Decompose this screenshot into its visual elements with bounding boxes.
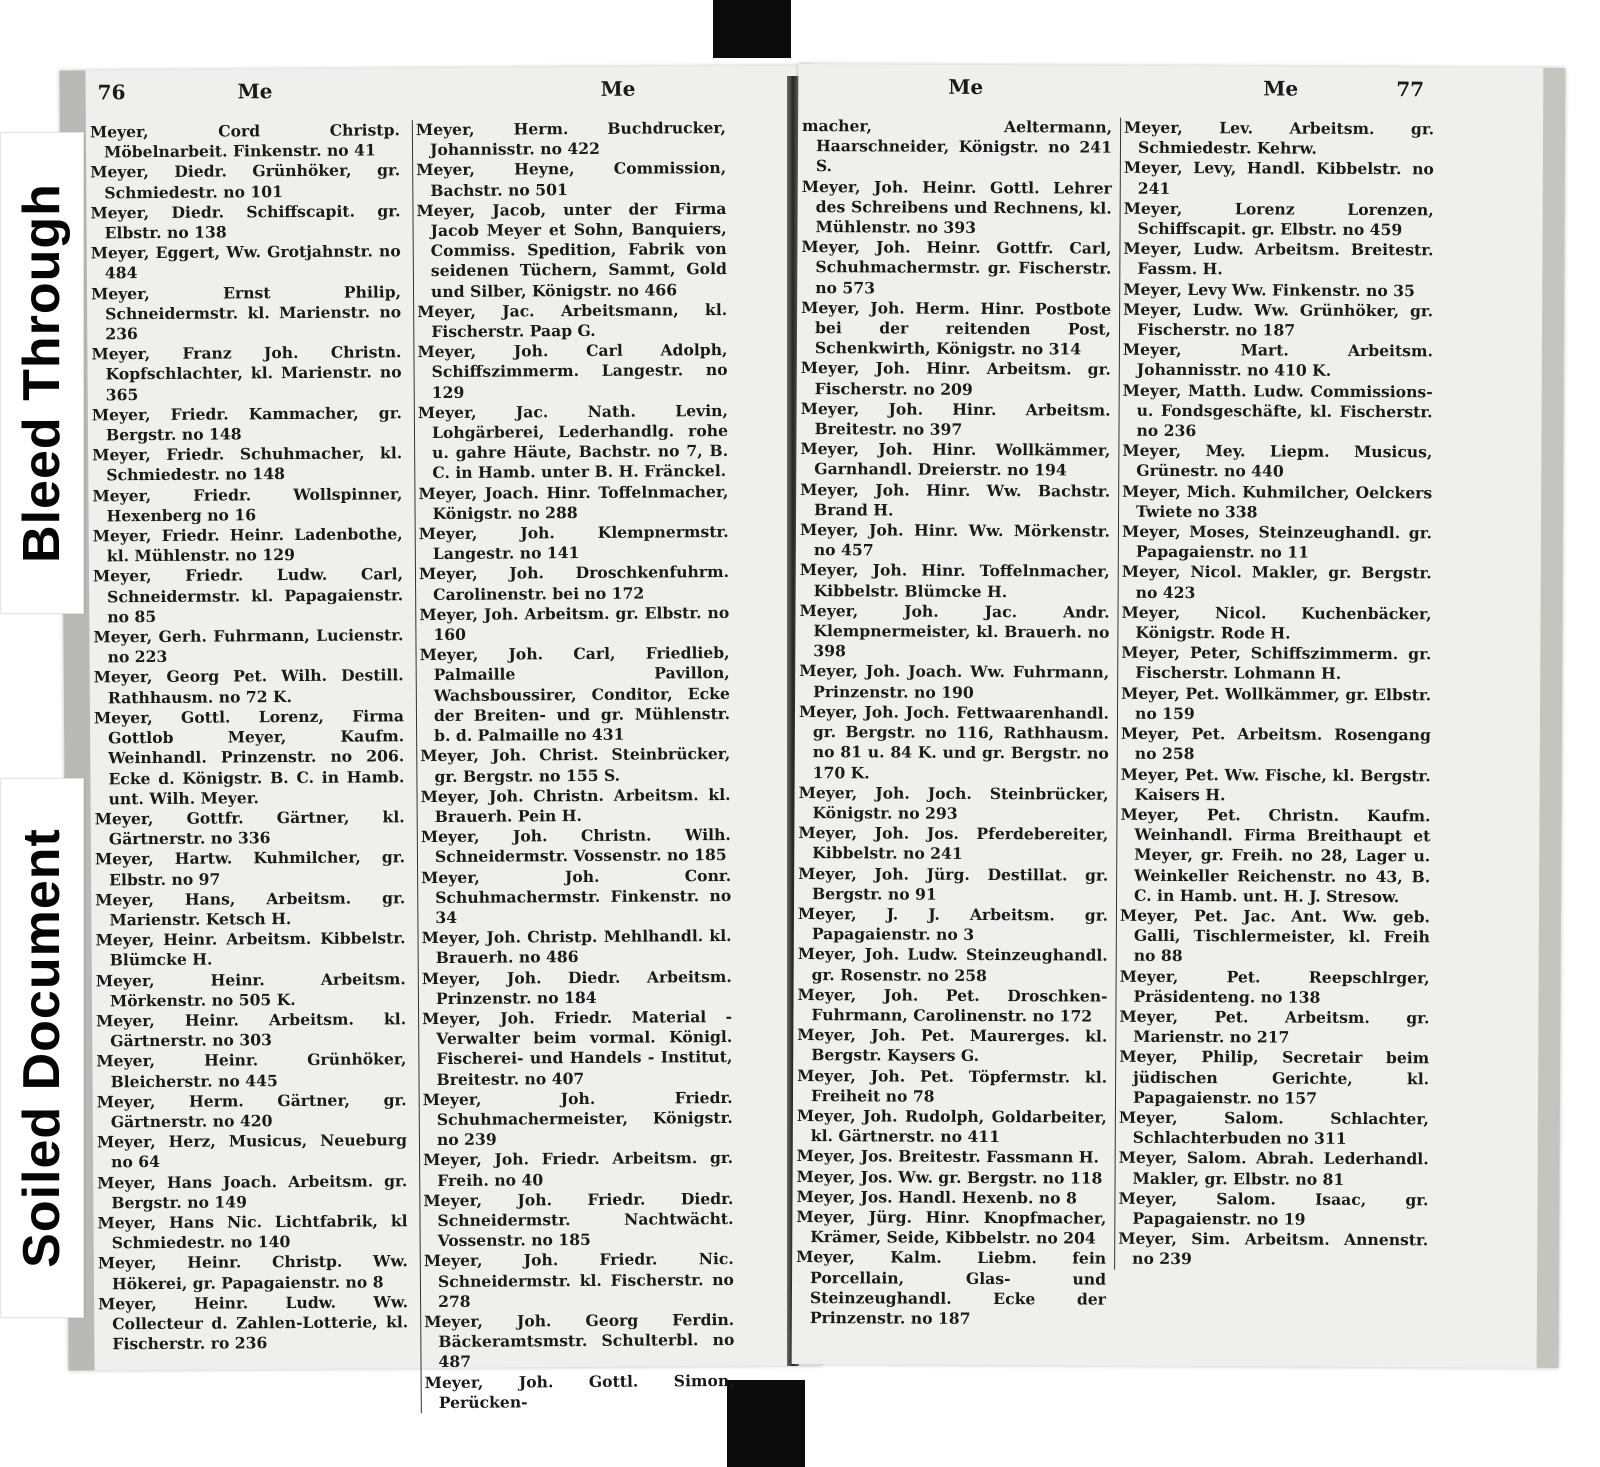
directory-entry: Meyer, Ludw. Arbeitsm. Breitestr. Fassm. H. xyxy=(1123,238,1434,279)
directory-entry: Meyer, Joh. Klempnermstr. Langestr. no 141 xyxy=(418,522,729,564)
directory-entry: Meyer, Herm. Buchdrucker, Johannisstr. no 422 xyxy=(415,117,726,160)
directory-entry: Meyer, Jos. Ww. gr. Bergstr. no 118 xyxy=(796,1166,1103,1188)
directory-entry: Meyer, Lorenz Lorenzen, Schiffscapit. gr. Elbstr. no 459 xyxy=(1123,198,1434,240)
directory-entry: Meyer, Heinr. Arbeitsm. kl. Gärtnerstr. no 303 xyxy=(96,1009,407,1051)
directory-entry: Meyer, Pet. Wollkämmer, gr. Elbstr. no 159 xyxy=(1121,683,1432,723)
directory-entry: Meyer, Joh. Joch. Steinbrücker, Königstr. no 293 xyxy=(798,782,1109,823)
directory-entry: Meyer, Joh. Droschkenfuhrm. Carolinenstr. bei no 172 xyxy=(418,562,730,604)
directory-entry: Meyer, Joh. Hinr. Wollkämmer, Garnhandl. Dreierstr. no 194 xyxy=(800,439,1111,480)
directory-entry: Meyer, Cord Christp. Möbelnarbeit. Finkenstr. no 41 xyxy=(89,120,400,162)
directory-entry: Meyer, Joh. Friedr. Nic. Schneidermstr. kl. Fischerstr. no 278 xyxy=(423,1249,734,1311)
right-page-column-2 xyxy=(1114,118,1434,1271)
directory-entry: Meyer, Joh. Jac. Andr. Klempnermeister, kl. Brauerh. no 398 xyxy=(799,600,1110,661)
directory-entry: Meyer, Mart. Arbeitsm. Johannisstr. no 410 K. xyxy=(1122,339,1433,381)
directory-entry: Meyer, Friedr. Schuhmacher, kl. Schmiedestr. no 148 xyxy=(92,443,403,485)
directory-entry: Meyer, Joh. Pet. Droschken-Fuhrmann, Carolinenstr. no 172 xyxy=(797,984,1108,1026)
directory-entry: Meyer, Joh. Gottl. Simon, Perücken- xyxy=(424,1370,735,1412)
directory-entry: Meyer, J. J. Arbeitsm. gr. Papagaienstr. no 3 xyxy=(797,903,1109,945)
directory-entry: Meyer, Heinr. Christp. Ww. Hökerei, gr. Papagaienstr. no 8 xyxy=(97,1251,408,1293)
directory-entry: Meyer, Friedr. Heinr. Ladenbothe, kl. Mühlenstr. no 129 xyxy=(92,524,403,566)
directory-entry: Meyer, Pet. Jac. Ant. Ww. geb. Galli, Tischlermeister, kl. Freih no 88 xyxy=(1119,905,1431,966)
page-number-left: 76 xyxy=(97,80,126,105)
directory-entry: Meyer, Joh. Hinr. Ww. Mörkenstr. no 457 xyxy=(799,520,1111,560)
left-page-column-1 xyxy=(90,120,409,1355)
directory-entry: Meyer, Herz, Musicus, Neueburg no 64 xyxy=(96,1130,408,1172)
open-book xyxy=(60,46,1555,1412)
directory-entry: Meyer, Joh. Friedr. Arbeitsm. gr. Freih. no 40 xyxy=(423,1148,734,1190)
running-head-right: Me xyxy=(1263,76,1299,101)
directory-entry: Meyer, Moses, Steinzeughandl. gr. Papagaienstr. no 11 xyxy=(1121,521,1433,562)
directory-entry: Meyer, Levy Ww. Finkenstr. no 35 xyxy=(1123,279,1415,300)
directory-entry: Meyer, Heinr. Arbeitsm. Mörkenstr. no 505 K. xyxy=(95,968,406,1011)
directory-entry: Meyer, Joh. Georg Ferdin. Bäckeramtsmstr. Schulterbl. no 487 xyxy=(424,1309,735,1372)
directory-entry: Meyer, Herm. Gärtner, gr. Gärtnerstr. no 420 xyxy=(96,1089,407,1132)
directory-entry: Meyer, Joh. Pet. Maurerges. kl. Bergstr. Kaysers G. xyxy=(797,1025,1108,1066)
bleed-through-label: Bleed Through xyxy=(13,183,71,563)
directory-entry: Meyer, Joh. Herm. Hinr. Postbote bei der reitenden Post, Schenkwirth, Königstr. no 314 xyxy=(801,297,1112,359)
directory-entry: Meyer, Joh. Diedr. Arbeitsm. Prinzenstr. no 184 xyxy=(421,966,732,1008)
bleed-through-label-panel xyxy=(0,132,84,614)
directory-entry: Meyer, Nicol. Makler, gr. Bergstr. no 423 xyxy=(1121,562,1432,602)
directory-entry: Meyer, Joh. Christn. Arbeitsm. kl. Brauerh. Pein H. xyxy=(420,784,731,826)
directory-entry: Meyer, Friedr. Ludw. Carl, Schneidermstr. kl. Papagaienstr. no 85 xyxy=(92,564,404,627)
directory-entry: Meyer, Nicol. Kuchenbäcker, Königstr. Rode H. xyxy=(1121,602,1432,643)
directory-entry: Meyer, Pet. Reepschlrger, Präsidenteng. no 138 xyxy=(1119,966,1430,1007)
directory-entry: Meyer, Peter, Schiffszimmerm. gr. Fischerstr. Lohmann H. xyxy=(1121,642,1432,684)
right-page xyxy=(792,64,1566,1368)
left-page-column-2 xyxy=(412,118,735,1413)
directory-entry: Meyer, Heinr. Ludw. Ww. Collecteur d. Zahlen-Lotterie, kl. Fischerstr. ro 236 xyxy=(98,1292,409,1354)
directory-entry: Meyer, Kalm. Liebm. fein Porcellain, Glas- und Steinzeughandl. Ecke der Prinzenstr. no 187 xyxy=(796,1247,1107,1328)
directory-entry: Meyer, Mey. Liepm. Musicus, Grünestr. no 440 xyxy=(1122,440,1433,482)
directory-entry: Meyer, Joh. Friedr. Diedr. Schneidermstr. Nachtwächt. Vossenstr. no 185 xyxy=(423,1188,734,1251)
directory-entry: Meyer, Jos. Handl. Hexenb. no 8 xyxy=(796,1186,1077,1208)
directory-entry: Meyer, Gottfr. Gärtner, kl. Gärtnerstr. no 336 xyxy=(94,807,405,849)
directory-entry: Meyer, Joh. Friedr. Material - Verwalter beim vormal. Königl. Fischerei- und Handels - Institut, Breitestr. no 407 xyxy=(422,1006,733,1089)
directory-entry: Meyer, Gottl. Lorenz, Firma Gottlob Meyer, Kaufm. Weinhandl. Prinzenstr. no 206. Ecke d. Königstr. B. C. in Hamb. unt. Wilh. Meyer. xyxy=(93,706,405,809)
directory-entry: Meyer, Diedr. Schiffscapit. gr. Elbstr. no 138 xyxy=(90,201,401,243)
directory-entry: Meyer, Hans, Arbeitsm. gr. Marienstr. Ketsch H. xyxy=(95,887,406,930)
directory-entry: Meyer, Joh. Hinr. Arbeitsm. Breitestr. no 397 xyxy=(800,398,1111,439)
directory-entry: Meyer, Gerh. Fuhrmann, Lucienstr. no 223 xyxy=(93,625,404,667)
directory-entry: Meyer, Diedr. Grünhöker, gr. Schmiedestr. no 101 xyxy=(90,160,401,202)
directory-entry: Meyer, Ludw. Ww. Grünhöker, gr. Fischerstr. no 187 xyxy=(1123,299,1434,340)
directory-entry: Meyer, Joh. Christp. Mehlhandl. kl. Brauerh. no 486 xyxy=(421,926,732,968)
directory-entry: Meyer, Friedr. Wollspinner, Hexenberg no 16 xyxy=(92,483,403,526)
directory-entry: Meyer, Pet. Arbeitsm. Rosengang no 258 xyxy=(1120,723,1431,764)
directory-entry: Meyer, Joh. Hinr. Arbeitsm. gr. Fischerstr. no 209 xyxy=(800,358,1111,399)
directory-entry: Meyer, Philip, Secretair beim jüdischen Gerichte, kl. Papagaienstr. no 157 xyxy=(1119,1047,1430,1108)
page-number-right: 77 xyxy=(1396,77,1425,102)
directory-entry: Meyer, Levy, Handl. Kibbelstr. no 241 xyxy=(1123,158,1434,198)
right-page-column-1 xyxy=(796,116,1112,1330)
directory-entry: Meyer, Jac. Arbeitsmann, kl. Fischerstr. Paap G. xyxy=(417,299,728,342)
directory-entry: Meyer, Heyne, Commission, Bachstr. no 501 xyxy=(416,158,727,200)
directory-entry: Meyer, Franz Joh. Christn. Kopfschlachter, kl. Marienstr. no 365 xyxy=(91,342,402,404)
directory-entry: Meyer, Joh. Heinr. Gottl. Lehrer des Schreibens und Rechnens, kl. Mühlenstr. no 393 xyxy=(801,176,1112,237)
directory-entry: Meyer, Jacob, unter der Firma Jacob Meyer et Sohn, Banquiers, Commiss. Spedition, Fabrik von seidenen Tüchern, Sammt, Gold und Silber, Königstr. no 466 xyxy=(416,198,727,301)
directory-entry: Meyer, Jac. Nath. Levin, Lohgärberei, Lederhandlg. rohe u. gahre Häute, Bachstr. no 7, B. C. in Hamb. unter B. H. Fränckel. xyxy=(417,400,729,483)
directory-entry: Meyer, Pet. Arbeitsm. gr. Marienstr. no 217 xyxy=(1119,1006,1430,1047)
soiled-document-label: Soiled Document xyxy=(13,828,71,1268)
directory-entry: Meyer, Joh. Hinr. Ww. Bachstr. Brand H. xyxy=(800,479,1111,520)
directory-entry: Meyer, Hans Nic. Lichtfabrik, kl Schmiedestr. no 140 xyxy=(97,1211,408,1253)
directory-entry: Meyer, Hartw. Kuhmilcher, gr. Elbstr. no 97 xyxy=(94,847,406,889)
directory-entry: Meyer, Joh. Heinr. Gottfr. Carl, Schuhmachermstr. gr. Fischerstr. no 573 xyxy=(801,237,1112,298)
directory-entry: Meyer, Jos. Breitestr. Fassmann H. xyxy=(796,1146,1100,1167)
directory-entry: Meyer, Joh. Friedr. Schuhmachermeister, Königstr. no 239 xyxy=(422,1087,733,1150)
directory-entry: Meyer, Joh. Carl, Friedlieb, Palmaille Pavillon, Wachsboussirer, Conditor, Ecke der Breiten- und gr. Mühlenstr. b. d. Palmaille no 431 xyxy=(419,643,731,746)
directory-entry: Meyer, Joh. Joach. Ww. Fuhrmann, Prinzenstr. no 190 xyxy=(799,661,1110,702)
directory-entry: Meyer, Salom. Isaac, gr. Papagaienstr. no 19 xyxy=(1118,1188,1429,1229)
directory-entry: Meyer, Joh. Ludw. Steinzeughandl. gr. Rosenstr. no 258 xyxy=(797,944,1108,985)
directory-entry: Meyer, Salom. Schlachter, Schlachterbuden no 311 xyxy=(1118,1107,1429,1149)
left-page xyxy=(59,65,821,1412)
directory-entry: macher, Aeltermann, Haarschneider, Königstr. no 241 S. xyxy=(802,116,1113,176)
directory-entry: Meyer, Joh. Joch. Fettwaarenhandl. gr. Bergstr. no 116, Rathhausm. no 81 u. 84 K. und gr. Bergstr. no 170 K. xyxy=(798,701,1110,782)
running-head-left: Me xyxy=(237,79,273,104)
running-head-left-center: Me xyxy=(600,76,636,101)
directory-entry: Meyer, Eggert, Ww. Grotjahnstr. no 484 xyxy=(90,241,401,283)
directory-entry: Meyer, Sim. Arbeitsm. Annenstr. no 239 xyxy=(1118,1228,1429,1269)
directory-entry: Meyer, Joh. Arbeitsm. gr. Elbstr. no 160 xyxy=(419,602,730,645)
directory-entry: Meyer, Matth. Ludw. Commissions- u. Fondsgeschäfte, kl. Fischerstr. no 236 xyxy=(1122,380,1433,441)
directory-entry: Meyer, Pet. Ww. Fische, kl. Bergstr. Kaisers H. xyxy=(1120,764,1431,804)
running-head-right-center: Me xyxy=(948,74,984,99)
directory-entry: Meyer, Friedr. Kammacher, gr. Bergstr. no 148 xyxy=(91,403,402,445)
directory-entry: Meyer, Georg Pet. Wilh. Destill. Rathhausm. no 72 K. xyxy=(93,665,404,708)
directory-entry: Meyer, Joh. Conr. Schuhmachermstr. Finkenstr. no 34 xyxy=(421,865,732,927)
directory-entry: Meyer, Joh. Rudolph, Goldarbeiter, kl. Gärtnerstr. no 411 xyxy=(796,1105,1107,1147)
directory-entry: Meyer, Joach. Hinr. Toffelnmacher, Königstr. no 288 xyxy=(418,481,729,523)
directory-entry: Meyer, Lev. Arbeitsm. gr. Schmiedestr. Kehrw. xyxy=(1124,117,1435,158)
directory-entry: Meyer, Joh. Pet. Töpfermstr. kl. Freiheit no 78 xyxy=(797,1065,1108,1106)
soiled-document-label-panel xyxy=(0,778,84,1318)
directory-entry: Meyer, Ernst Philip, Schneidermstr. kl. Marienstr. no 236 xyxy=(90,281,402,344)
directory-entry: Meyer, Heinr. Grünhöker, Bleicherstr. no 445 xyxy=(96,1049,407,1091)
directory-entry: Meyer, Salom. Abrah. Lederhandl. Makler, gr. Elbstr. no 81 xyxy=(1118,1148,1429,1189)
directory-entry: Meyer, Pet. Christn. Kaufm. Weinhandl. Firma Breithaupt et Meyer, gr. Freih. no 28, Lager u. Weinkeller Reichenstr. no 43, B. C. in Hamb. unt. H. J. Stresow. xyxy=(1120,804,1431,906)
directory-entry: Meyer, Heinr. Arbeitsm. Kibbelstr. Blümcke H. xyxy=(95,928,406,970)
directory-entry: Meyer, Joh. Christ. Steinbrücker, gr. Bergstr. no 155 S. xyxy=(420,744,731,786)
directory-entry: Meyer, Joh. Christn. Wilh. Schneidermstr. Vossenstr. no 185 xyxy=(420,825,731,867)
directory-entry: Meyer, Joh. Hinr. Toffelnmacher, Kibbelstr. Blümcke H. xyxy=(799,560,1110,601)
directory-entry: Meyer, Joh. Jos. Pferdebereiter, Kibbelstr. no 241 xyxy=(798,823,1109,864)
directory-entry: Meyer, Jürg. Hinr. Knopfmacher, Krämer, Seide, Kibbelstr. no 204 xyxy=(796,1206,1107,1248)
directory-entry: Meyer, Mich. Kuhmilcher, Oelckers Twiete no 338 xyxy=(1122,481,1433,522)
directory-entry: Meyer, Hans Joach. Arbeitsm. gr. Bergstr. no 149 xyxy=(97,1170,408,1213)
directory-entry: Meyer, Joh. Carl Adolph, Schiffszimmerm. Langestr. no 129 xyxy=(417,340,728,402)
black-binding-strip-bottom xyxy=(727,1380,805,1467)
directory-entry: Meyer, Joh. Jürg. Destillat. gr. Bergstr. no 91 xyxy=(798,863,1109,904)
